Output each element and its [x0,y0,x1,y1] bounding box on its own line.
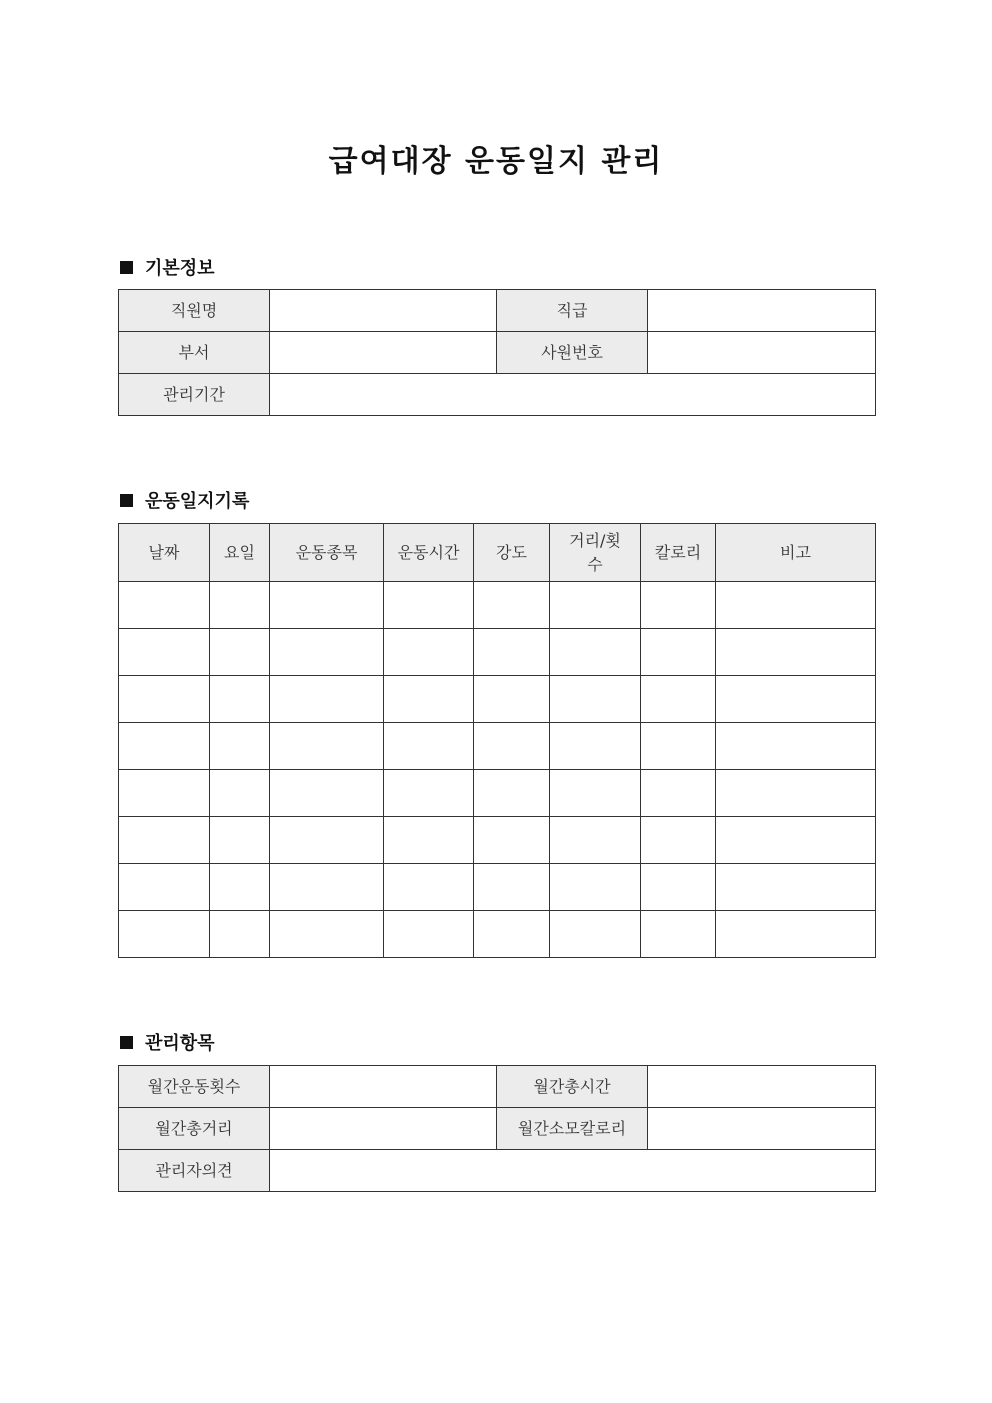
cell-date[interactable] [119,817,210,864]
cell-distance-count[interactable] [550,582,641,629]
cell-day[interactable] [210,582,270,629]
exercise-log-table [118,523,876,958]
cell-notes[interactable] [716,676,876,723]
monthly-time-field[interactable] [648,1066,876,1108]
cell-calories[interactable] [641,676,716,723]
cell-exercise-time[interactable] [384,770,474,817]
period-label: 관리기간 [119,374,270,416]
cell-exercise-type[interactable] [270,770,384,817]
cell-date[interactable] [119,723,210,770]
department-label: 부서 [119,332,270,374]
cell-exercise-type[interactable] [270,911,384,958]
management-table [118,1065,876,1192]
cell-exercise-type[interactable] [270,582,384,629]
cell-exercise-time[interactable] [384,911,474,958]
header-date: 날짜 [119,524,210,582]
table-row [119,582,876,629]
cell-exercise-type[interactable] [270,723,384,770]
cell-exercise-time[interactable] [384,582,474,629]
header-exercise-time: 운동시간 [384,524,474,582]
position-label: 직급 [497,290,648,332]
header-intensity: 강도 [474,524,550,582]
table-row [119,629,876,676]
table-row [119,723,876,770]
cell-exercise-type[interactable] [270,864,384,911]
cell-day[interactable] [210,864,270,911]
header-day: 요일 [210,524,270,582]
cell-day[interactable] [210,629,270,676]
cell-date[interactable] [119,770,210,817]
department-field[interactable] [270,332,497,374]
square-bullet-icon [120,1036,133,1049]
cell-distance-count[interactable] [550,911,641,958]
cell-date[interactable] [119,864,210,911]
basic-info-table [118,289,876,416]
cell-intensity[interactable] [474,676,550,723]
monthly-distance-label: 월간총거리 [119,1108,270,1150]
cell-calories[interactable] [641,817,716,864]
cell-notes[interactable] [716,629,876,676]
manager-opinion-label: 관리자의견 [119,1150,270,1192]
cell-distance-count[interactable] [550,817,641,864]
monthly-time-label: 월간총시간 [497,1066,648,1108]
employee-number-label: 사원번호 [497,332,648,374]
cell-date[interactable] [119,629,210,676]
monthly-calories-field[interactable] [648,1108,876,1150]
monthly-count-field[interactable] [270,1066,497,1108]
cell-notes[interactable] [716,582,876,629]
cell-calories[interactable] [641,629,716,676]
cell-day[interactable] [210,817,270,864]
monthly-count-label: 월간운동횟수 [119,1066,270,1108]
cell-date[interactable] [119,676,210,723]
cell-distance-count[interactable] [550,676,641,723]
cell-notes[interactable] [716,817,876,864]
section-label: 기본정보 [145,258,215,279]
cell-calories[interactable] [641,864,716,911]
cell-distance-count[interactable] [550,723,641,770]
monthly-distance-field[interactable] [270,1108,497,1150]
table-row [119,770,876,817]
cell-intensity[interactable] [474,723,550,770]
employee-number-field[interactable] [648,332,876,374]
header-notes: 비고 [716,524,876,582]
cell-day[interactable] [210,676,270,723]
cell-intensity[interactable] [474,582,550,629]
cell-exercise-type[interactable] [270,629,384,676]
header-distance-count: 거리/횟수 [550,524,641,582]
cell-exercise-type[interactable] [270,676,384,723]
monthly-calories-label: 월간소모칼로리 [497,1108,648,1150]
section-heading-management [120,1029,215,1055]
cell-day[interactable] [210,770,270,817]
section-heading-basic-info [120,254,215,280]
cell-intensity[interactable] [474,629,550,676]
position-field[interactable] [648,290,876,332]
cell-distance-count[interactable] [550,770,641,817]
cell-calories[interactable] [641,770,716,817]
cell-notes[interactable] [716,770,876,817]
cell-calories[interactable] [641,911,716,958]
cell-notes[interactable] [716,723,876,770]
name-field[interactable] [270,290,497,332]
square-bullet-icon [120,494,133,507]
page-title: 급여대장 운동일지 관리 [328,144,664,179]
period-field[interactable] [270,374,876,416]
table-row [119,864,876,911]
cell-notes[interactable] [716,864,876,911]
cell-exercise-time[interactable] [384,676,474,723]
cell-date[interactable] [119,582,210,629]
cell-exercise-time[interactable] [384,864,474,911]
cell-notes[interactable] [716,911,876,958]
table-row [119,911,876,958]
cell-day[interactable] [210,723,270,770]
section-label: 운동일지기록 [145,491,250,512]
square-bullet-icon [120,261,133,274]
manager-opinion-field[interactable] [270,1150,876,1192]
cell-intensity[interactable] [474,864,550,911]
cell-calories[interactable] [641,582,716,629]
cell-calories[interactable] [641,723,716,770]
table-row [119,817,876,864]
cell-day[interactable] [210,911,270,958]
cell-exercise-time[interactable] [384,723,474,770]
cell-date[interactable] [119,911,210,958]
name-label: 직원명 [119,290,270,332]
cell-intensity[interactable] [474,770,550,817]
cell-intensity[interactable] [474,817,550,864]
cell-exercise-time[interactable] [384,629,474,676]
cell-intensity[interactable] [474,911,550,958]
header-exercise-type: 운동종목 [270,524,384,582]
section-label: 관리항목 [145,1033,215,1054]
header-calories: 칼로리 [641,524,716,582]
cell-distance-count[interactable] [550,629,641,676]
cell-exercise-type[interactable] [270,817,384,864]
cell-exercise-time[interactable] [384,817,474,864]
section-heading-exercise-log [120,487,249,513]
table-row [119,676,876,723]
cell-distance-count[interactable] [550,864,641,911]
